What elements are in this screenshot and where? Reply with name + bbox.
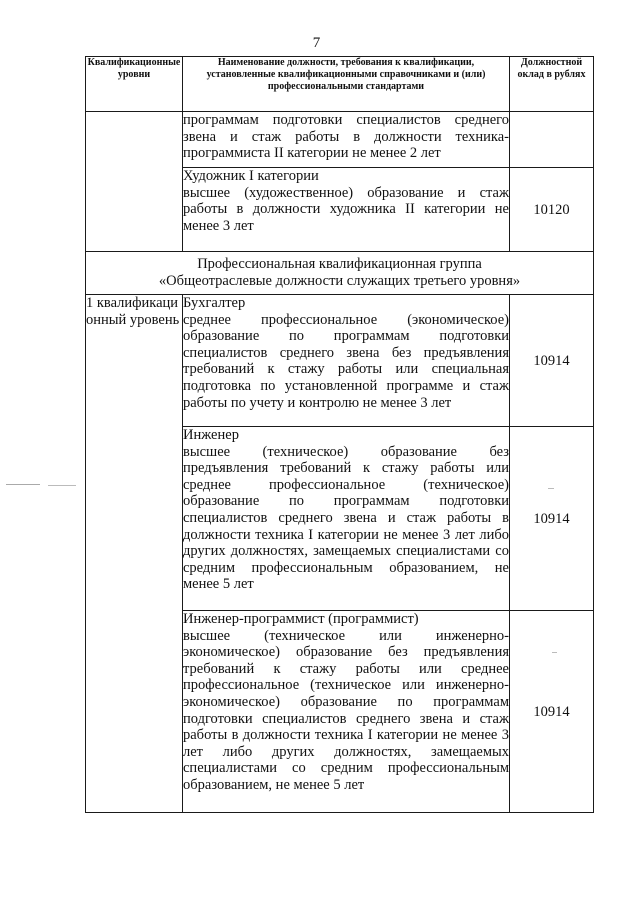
group-heading-line2: «Общеотраслевые должности служащих третьего уровня» bbox=[158, 273, 521, 289]
position-requirements: программам подготовки специалистов среднего звена и стаж работы в должности техника-программиста II категории не менее 2 лет bbox=[183, 112, 509, 162]
position-requirements: высшее (художественное) образование и стаж работы в должности художника II категории не менее 3 лет bbox=[183, 184, 509, 234]
position-title: Инженер bbox=[183, 427, 239, 443]
position-title: Бухгалтер bbox=[183, 295, 246, 311]
position-cell bbox=[183, 112, 510, 168]
header-position: Наименование должности, требования к квалификации, установленные квалификационными справочниками и (или) профессиональными стандартами bbox=[183, 57, 510, 112]
group-heading bbox=[86, 252, 594, 295]
header-salary: Должностной оклад в рублях bbox=[510, 57, 594, 112]
header-level: Квалификационные уровни bbox=[86, 57, 183, 112]
page-number: 7 bbox=[312, 35, 321, 51]
scan-speck bbox=[548, 488, 554, 489]
salary-cell: 10914 bbox=[510, 611, 594, 813]
position-title: Художник I категории bbox=[183, 168, 319, 184]
group-heading-line1: Профессиональная квалификационная группа bbox=[197, 256, 482, 272]
position-cell bbox=[183, 295, 510, 427]
table-row bbox=[86, 295, 594, 427]
position-cell bbox=[183, 427, 510, 611]
position-cell bbox=[183, 168, 510, 252]
position-cell bbox=[183, 611, 510, 813]
qualification-table bbox=[85, 56, 594, 813]
scan-speck bbox=[552, 652, 557, 653]
position-requirements: высшее (техническое) образование без предъявления требований к стажу работы или среднее профессиональное (техническое) образование по программам подготовки специалистов среднего звена и стаж работы в должности техника I категории не менее 3 лет либо других должностях, замещаемых специалистами со средним профессиональным образованием, не менее 5 лет bbox=[183, 443, 509, 593]
salary-cell: 10914 bbox=[510, 427, 594, 611]
table-header-row bbox=[86, 57, 594, 112]
salary-cell: 10120 bbox=[510, 168, 594, 252]
scan-speck bbox=[48, 485, 76, 486]
position-requirements: высшее (техническое или инженерно-экономическое) образование без предъявления требований к стажу работы или среднее профессиональное (техническое или инженерно-экономическое) образование по программам подготовки специалистов среднего звена и стаж работы в должности техника I категории не менее 3 лет либо других должностях, замещаемых специалистами со средним профессиональным образованием, не менее 5 лет bbox=[183, 627, 509, 793]
salary-cell: 10914 bbox=[510, 295, 594, 427]
salary-cell bbox=[510, 112, 594, 168]
scan-speck bbox=[6, 484, 40, 485]
level-cell bbox=[86, 112, 183, 252]
level-cell: 1 квалификационный уровень bbox=[86, 295, 183, 813]
group-row bbox=[86, 252, 594, 295]
position-requirements: среднее профессиональное (экономическое) образование по программам подготовки специалистов среднего звена без предъявления требований к стажу работы или специальная подготовка по установленной программе и стаж работы по учету и контролю не менее 3 лет bbox=[183, 311, 509, 411]
position-title: Инженер-программист (программист) bbox=[183, 611, 419, 627]
table-row bbox=[86, 112, 594, 168]
